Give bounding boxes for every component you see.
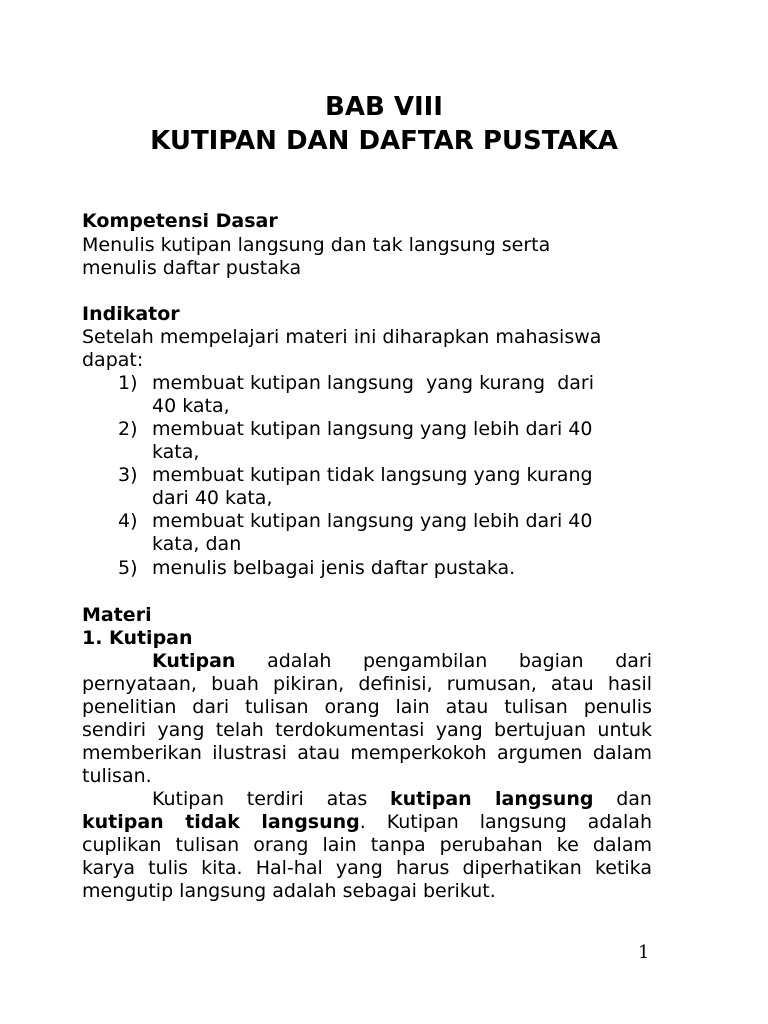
indikator-item-4-line-2: kata, dan [152, 533, 242, 555]
kutipan-subheading: 1. Kutipan [82, 627, 193, 649]
indikator-item-2-line-1: membuat kutipan langsung yang lebih dari 40 [152, 418, 593, 440]
indikator-item-2-line-2: kata, [152, 441, 200, 463]
indikator-item-1 [152, 372, 642, 418]
paragraph-kutipan-definition [82, 650, 652, 788]
paragraph-2-post: . Kutipan langsung adalah cuplikan tulisan orang lain tanpa perubahan ke dalam karya tulis kita. Hal-hal yang harus diperhatikan ketika mengutip langsung adalah sebagai berikut. [82, 811, 652, 902]
indikator-item-4 [152, 510, 642, 556]
indikator-intro-line-2: dapat: [82, 349, 144, 371]
paragraph-2-mid: dan [593, 788, 652, 810]
indikator-heading: Indikator [82, 303, 180, 325]
page-number: 1 [638, 942, 650, 963]
paragraph-2-pre: Kutipan terdiri atas [152, 788, 390, 810]
indikator-item-4-line-1: membuat kutipan langsung yang lebih dari 40 [152, 510, 593, 532]
indikator-item-5 [152, 557, 642, 580]
term-kutipan: Kutipan [152, 650, 236, 672]
kompetensi-text-line-2: menulis daftar pustaka [82, 257, 302, 279]
indikator-item-4-number: 4) [118, 510, 138, 532]
indikator-item-3-line-2: dari 40 kata, [152, 487, 273, 509]
indikator-item-2 [152, 418, 642, 464]
indikator-item-5-number: 5) [118, 557, 138, 579]
indikator-item-3-line-1: membuat kutipan tidak langsung yang kurang [152, 464, 593, 486]
paragraph-1-text: adalah pengambilan bagian dari pernyataan, buah pikiran, definisi, rumusan, atau hasil penelitian dari tulisan orang lain atau tulisan penulis sendiri yang telah terdokumentasi yang bertujuan untuk memberikan ilustrasi atau memperkokoh argumen dalam tulisan. [82, 650, 652, 787]
indikator-item-1-line-2: 40 kata, [152, 395, 230, 417]
kompetensi-text-line-1: Menulis kutipan langsung dan tak langsung serta [82, 234, 551, 256]
materi-heading: Materi [82, 604, 152, 626]
indikator-item-1-number: 1) [118, 372, 138, 394]
materi-body [82, 650, 652, 903]
indikator-item-1-line-1: membuat kutipan langsung yang kurang dari [152, 372, 594, 394]
indikator-item-3-number: 3) [118, 464, 138, 486]
indikator-item-3 [152, 464, 642, 510]
term-kutipan-langsung: kutipan langsung [390, 788, 594, 810]
chapter-number: BAB VIII [325, 92, 443, 122]
indikator-item-5-line-1: menulis belbagai jenis daftar pustaka. [152, 557, 516, 579]
chapter-title: KUTIPAN DAN DAFTAR PUSTAKA [150, 126, 618, 156]
indikator-intro-line-1: Setelah mempelajari materi ini diharapkan mahasiswa [82, 326, 602, 348]
indikator-item-2-number: 2) [118, 418, 138, 440]
paragraph-kutipan-types [82, 788, 652, 903]
kompetensi-heading: Kompetensi Dasar [82, 210, 278, 232]
term-kutipan-tidak-langsung: kutipan tidak langsung [82, 811, 360, 833]
